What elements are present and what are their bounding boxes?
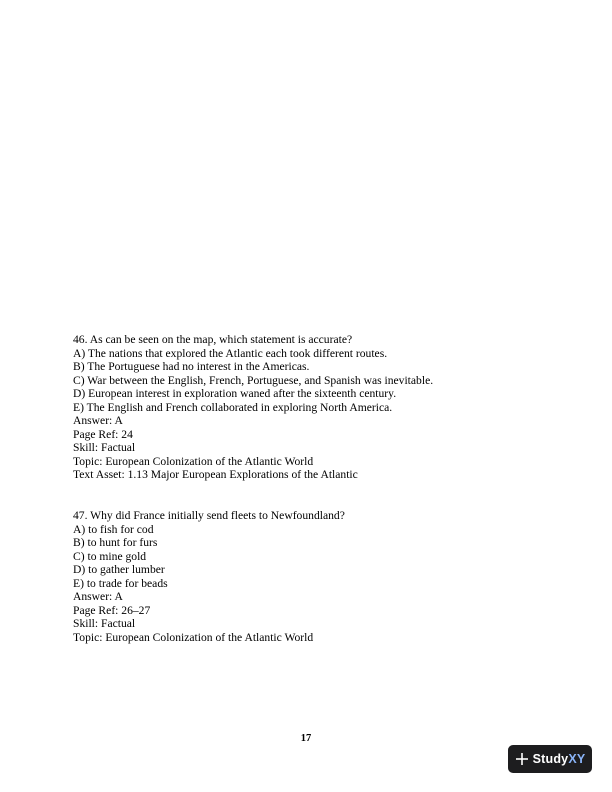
question-47-skill: Skill: Factual [73, 617, 136, 630]
question-47-stem: 47. Why did France initially send fleets to Newfoundland? [73, 509, 345, 522]
page-number: 17 [300, 733, 312, 744]
question-46-text-asset: Text Asset: 1.13 Major European Explorations of the Atlantic [73, 468, 358, 481]
question-47-option-b: B) to hunt for furs [73, 536, 158, 549]
question-47-option-e: E) to trade for beads [73, 576, 168, 590]
question-46-stem: 46. As can be seen on the map, which statement is accurate? [73, 333, 353, 346]
question-47-page-ref: Page Ref: 26–27 [73, 603, 151, 617]
question-46-option-a: A) The nations that explored the Atlantic each took different routes. [73, 346, 388, 360]
plus-icon [515, 752, 529, 766]
question-47-answer: Answer: A [73, 590, 123, 603]
question-46-topic: Topic: European Colonization of the Atlantic World [73, 454, 314, 468]
question-46-option-e: E) The English and French collaborated in exploring North America. [73, 400, 393, 414]
question-47 [73, 509, 553, 644]
question-47-topic: Topic: European Colonization of the Atlantic World [73, 630, 314, 644]
badge-label-main: Study [532, 752, 569, 766]
question-46-option-d: D) European interest in exploration waned after the sixteenth century. [73, 387, 397, 400]
question-46-page-ref: Page Ref: 24 [73, 427, 133, 441]
badge-label [533, 752, 586, 766]
question-47-option-a: A) to fish for cod [73, 522, 154, 536]
badge-label-accent: XY [568, 752, 586, 766]
studyxy-badge[interactable] [508, 745, 592, 773]
question-46 [73, 333, 553, 482]
question-46-option-c: C) War between the English, French, Portuguese, and Spanish was inevitable. [73, 373, 434, 387]
question-46-option-b: B) The Portuguese had no interest in the Americas. [73, 360, 310, 373]
question-47-option-c: C) to mine gold [73, 549, 147, 563]
question-46-answer: Answer: A [73, 414, 123, 427]
question-46-skill: Skill: Factual [73, 441, 136, 454]
question-47-option-d: D) to gather lumber [73, 563, 165, 576]
